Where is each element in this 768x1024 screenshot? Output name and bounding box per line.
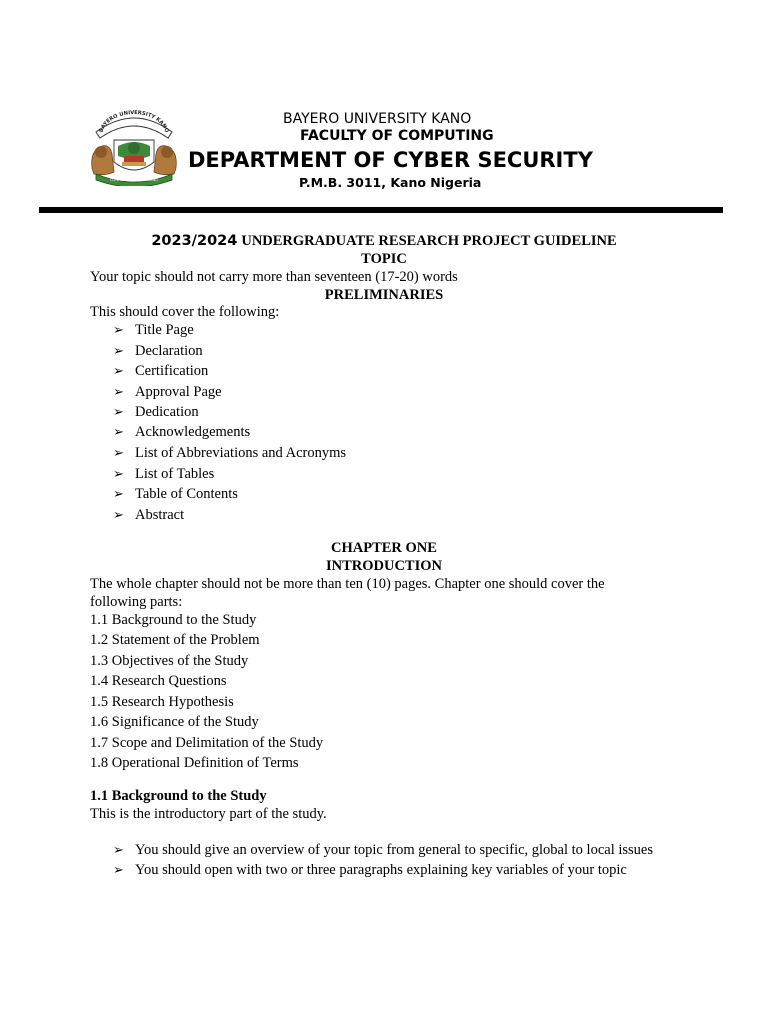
list-item: ➢ List of Tables bbox=[113, 464, 214, 485]
address: P.M.B. 3011, Kano Nigeria bbox=[299, 175, 482, 190]
list-item: 1.4 Research Questions bbox=[90, 673, 227, 689]
department-name: DEPARTMENT OF CYBER SECURITY bbox=[188, 148, 593, 172]
list-item: 1.7 Scope and Delimitation of the Study bbox=[90, 735, 324, 751]
prelim-intro: This should cover the following: bbox=[90, 304, 280, 320]
list-item: 1.8 Operational Definition of Terms bbox=[90, 755, 299, 771]
topic-heading: TOPIC bbox=[361, 251, 407, 267]
list-item: 1.5 Research Hypothesis bbox=[90, 694, 234, 710]
arrow-bullet-icon: ➢ bbox=[113, 405, 124, 420]
list-item: ➢ Declaration bbox=[113, 341, 203, 362]
document-title-text: UNDERGRADUATE RESEARCH PROJECT GUIDELINE bbox=[241, 233, 617, 249]
list-item: ➢ Dedication bbox=[113, 402, 199, 423]
university-logo bbox=[88, 110, 180, 186]
svg-text:CONFIDENCE IN LEARNING: CONFIDENCE IN LEARNING bbox=[109, 178, 159, 182]
list-item: ➢ Abstract bbox=[113, 505, 184, 526]
arrow-bullet-icon: ➢ bbox=[113, 508, 124, 523]
university-name: BAYERO UNIVERSITY KANO bbox=[283, 111, 472, 127]
list-item: ➢ You should open with two or three paragraphs explaining key variables of your topic bbox=[113, 860, 627, 881]
arrow-bullet-icon: ➢ bbox=[113, 364, 124, 379]
topic-text: Your topic should not carry more than seventeen (17-20) words bbox=[90, 269, 458, 285]
list-item: 1.1 Background to the Study bbox=[90, 612, 257, 628]
arrow-bullet-icon: ➢ bbox=[113, 385, 124, 400]
list-item: ➢ Certification bbox=[113, 361, 208, 382]
list-item: 1.6 Significance of the Study bbox=[90, 714, 259, 730]
list-item: ➢ Table of Contents bbox=[113, 484, 238, 505]
list-item: ➢ Title Page bbox=[113, 320, 194, 341]
list-item: ➢ List of Abbreviations and Acronyms bbox=[113, 443, 346, 464]
header-divider bbox=[39, 207, 723, 213]
document-year: 2023/2024 bbox=[151, 233, 238, 249]
prelim-heading: PRELIMINARIES bbox=[324, 287, 444, 303]
chapter-subheading: INTRODUCTION bbox=[325, 558, 442, 574]
svg-text:BAYERO UNIVERSITY KANO: BAYERO UNIVERSITY KANO bbox=[98, 110, 170, 134]
chapter-intro-line-2: following parts: bbox=[90, 594, 183, 610]
arrow-bullet-icon: ➢ bbox=[113, 446, 124, 461]
chapter-intro-line-1: The whole chapter should not be more than ten (10) pages. Chapter one should cover the bbox=[90, 576, 605, 592]
list-item: 1.2 Statement of the Problem bbox=[90, 632, 260, 648]
list-item: ➢ You should give an overview of your topic from general to specific, global to local issues bbox=[113, 840, 653, 861]
faculty-name: FACULTY OF COMPUTING bbox=[300, 128, 494, 144]
arrow-bullet-icon: ➢ bbox=[113, 344, 124, 359]
document-title bbox=[0, 231, 768, 251]
arrow-bullet-icon: ➢ bbox=[113, 863, 124, 878]
arrow-bullet-icon: ➢ bbox=[113, 323, 124, 338]
section-text: This is the introductory part of the study. bbox=[90, 806, 327, 822]
list-item: ➢ Approval Page bbox=[113, 382, 222, 403]
arrow-bullet-icon: ➢ bbox=[113, 487, 124, 502]
section-heading: 1.1 Background to the Study bbox=[90, 788, 267, 804]
arrow-bullet-icon: ➢ bbox=[113, 843, 124, 858]
arrow-bullet-icon: ➢ bbox=[113, 467, 124, 482]
arrow-bullet-icon: ➢ bbox=[113, 425, 124, 440]
chapter-heading: CHAPTER ONE bbox=[331, 540, 437, 556]
list-item: ➢ Acknowledgements bbox=[113, 422, 250, 443]
list-item: 1.3 Objectives of the Study bbox=[90, 653, 249, 669]
